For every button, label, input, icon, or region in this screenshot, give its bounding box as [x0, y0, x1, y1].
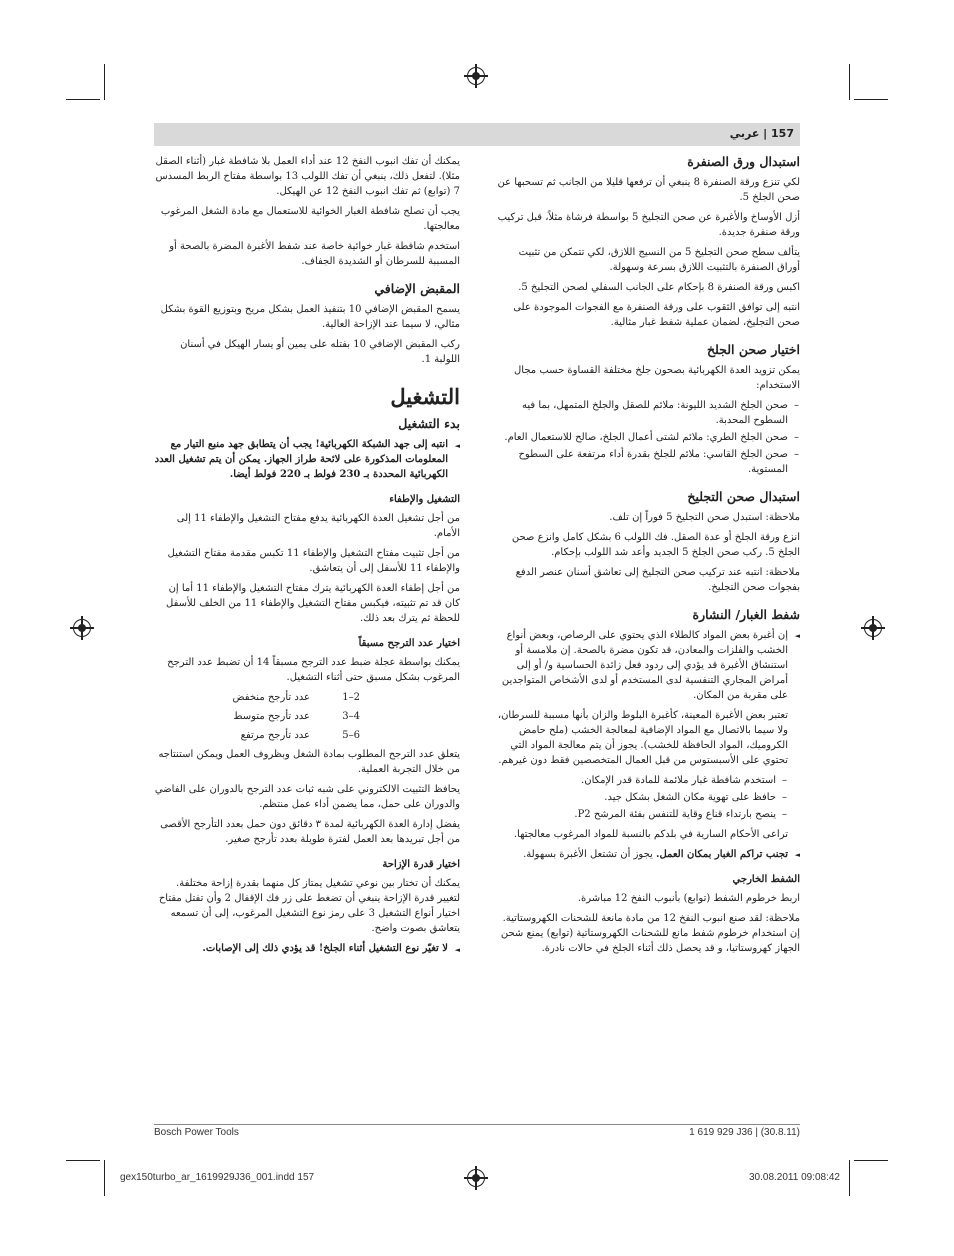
paragraph: يمكن تزويد العدة الكهربائية بصحون جلخ مختلفة القساوة حسب مجال الاستخدام:: [514, 365, 800, 391]
paragraph: يحافظ التثبيت الالكتروني على شبه ثبات عدد الترجح بالدوران على الفاضي والدوران على حمل، مما يضمن أداء عمل منتظم.: [154, 784, 460, 810]
speed-range: 2–1: [342, 692, 360, 703]
paragraph: ملاحظة: لقد صنع انبوب النفخ 12 من مادة مانعة للشحنات الكهروستاتية. إن استخدام خرطوم شفط مانع للشحنات الكهروستاتية (توابع) يمنع شحن الجهاز كهروستاتيا، و قد يحصل ذلك أثناء الجلخ في حالات نادرة.: [500, 913, 800, 954]
list-item: – صحن الجلخ الطري: ملائم لشتى أعمال الجلخ، صالح للاستعمال العام.: [494, 430, 788, 445]
footer-file-name: gex150turbo_ar_1619929J36_001.indd 157: [120, 1172, 315, 1183]
paragraph: من أجل إطفاء العدة الكهربائية يترك مفتاح التشغيل والإطفاء 11 أما إن كان قد تم تثبيته، فيكبس مفتاح التشغيل والإطفاء 11 من الخلف للأسفل للحظة ثم يترك بعد ذلك.: [166, 583, 460, 624]
paragraph: من أجل تثبيت مفتاح التشغيل والإطفاء 11 تكبس مقدمة مفتاح التشغيل والإطفاء 11 للأسفل إلى أن يتعاشق.: [167, 548, 460, 574]
list-item: – ينصح بارتداء قناع وقاية للتنفس بفئة المرشح P2.: [494, 807, 776, 822]
list-item: – حافظ على تهوية مكان الشغل بشكل جيد.: [494, 790, 776, 805]
paragraph: يتألف سطح صحن التجليخ 5 من النسيج اللازق، لكي تتمكن من تثبيت أوراق الصنفرة بالتثبيت اللازق بسرعة وسهولة.: [518, 247, 800, 273]
paragraph: انتبه إلى توافق الثقوب على ورقة الصنفرة مع الفجوات الموجودة على صحن التجليخ، لضمان عملية شفط غبار مثالية.: [513, 302, 800, 328]
chapter-title: التشغيل: [390, 384, 460, 409]
speed-row: [154, 709, 360, 724]
speed-label: عدد تأرجح متوسط: [233, 711, 310, 722]
subsection-title: الشفط الخارجي: [732, 874, 800, 885]
footer-publisher: Bosch Power Tools: [154, 1127, 239, 1138]
paragraph: انزع ورقة الجلخ أو عدة الصقل. فك اللولب 6 بشكل كامل وانزع صحن الجلخ 5. ركب صحن الجلخ 5 الجديد وأعد شد اللولب بإحكام.: [511, 532, 800, 558]
paragraph: يجب أن تصلح شافطة الغبار الخوائية للاستعمال مع مادة الشغل المرغوب معالجتها.: [160, 206, 460, 232]
crop-mark: [104, 64, 105, 100]
crop-mark: [854, 1160, 888, 1161]
paragraph: أزل الأوساخ والأغبرة عن صحن التجليخ 5 بواسطة فرشاة مثلاً، قبل تركيب ورقة صنفرة جديدة.: [497, 212, 800, 238]
list-item: – استخدم شافطة غبار ملائمة للمادة قدر الإمكان.: [494, 773, 776, 788]
paragraph: يفضل إدارة العدة الكهربائية لمدة ٣ دقائق دون حمل بعدد التأرجح الأقصى من أجل تبريدها بعد العمل لفترة طويلة بعدد تأرجح صغير.: [160, 819, 460, 845]
paragraph: تعتبر بعض الأغبرة المعينة، كأغبرة البلوط والزان بأنها مسببة للسرطان، ولا سيما بالاتصال مع المواد الإضافية لمعالجة الخشب (ملح حامض الكروميك، المواد الحافظة للخشب). يجوز أن يتم معالجة المواد التي تحتوي على الأسبستوس من قبل العمال المتخصصين فقط دون غيرهم.: [497, 710, 788, 766]
paragraph: ركب المقبض الإضافي 10 بفتله على يمين أو يسار الهيكل في أسنان اللولبة 1.: [180, 339, 460, 365]
bullet-list: [494, 773, 800, 822]
crop-mark: [104, 1160, 105, 1196]
header-bar: [154, 123, 800, 146]
warning-text: انتبه إلى جهد الشبكة الكهربائية! يجب أن يتطابق جهد منبع التيار مع المعلومات المذكورة على لائحة طراز الجهاز. يمكن أن يتم تشغيل العدد الكهربائية المحددة بـ 230 فولط بـ 220 فولط أيضا.: [154, 439, 448, 480]
paragraph: لكي تنزع ورقة الصنفرة 8 ينبغي أن ترفعها قليلا من الجانب ثم تسحبها عن صحن الجلخ 5.: [497, 177, 800, 203]
section-title: بدء التشغيل: [398, 416, 460, 431]
warning-bold-text: تجنب تراكم الغبار بمكان العمل.: [655, 849, 788, 860]
warning-paragraph: [154, 941, 460, 956]
crop-mark: [66, 99, 100, 100]
warning-paragraph: [494, 847, 800, 862]
paragraph: ملاحظة: انتبه عند تركيب صحن التجليخ إلى تعاشق أسنان عنصر الدفع بفجوات صحن التجليخ.: [515, 567, 800, 593]
speed-label: عدد تأرجح مرتفع: [240, 730, 310, 741]
paragraph: ملاحظة: استبدل صحن التجليخ 5 فوراً إن تلف.: [609, 512, 800, 523]
speed-row: [154, 690, 360, 705]
crop-mark: [854, 99, 888, 100]
paragraph: يتعلق عدد الترجح المطلوب بمادة الشغل وبظروف العمل ويمكن استنتاجه من خلال التجربة العملية.: [158, 749, 460, 775]
registration-mark-icon: [467, 67, 485, 85]
warning-paragraph: [154, 437, 460, 482]
registration-mark-icon: [467, 1169, 485, 1187]
paragraph: اربط خرطوم الشفط (توابع) بأنبوب النفخ 12 مباشرة.: [577, 893, 800, 904]
bullet-list: [494, 398, 800, 477]
paragraph: من أجل تشغيل العدة الكهربائية يدفع مفتاح التشغيل والإطفاء 11 إلى الأمام.: [176, 513, 460, 539]
paragraph: يسمح المقبض الإضافي 10 بتنفيذ العمل بشكل مريح وبتوزيع القوة بشكل مثالي، لا سيما عند الإزاحة العالية.: [160, 304, 460, 330]
section-title: اختيار صحن الجلخ: [706, 342, 800, 357]
paragraph: يمكنك بواسطة عجلة ضبط عدد الترجح مسبقاً 14 أن تضبط عدد الترجح المرغوب بشكل مسبق حتى أثناء التشغيل.: [167, 657, 460, 683]
crop-mark: [849, 1160, 850, 1196]
speed-row: [154, 728, 360, 743]
crop-mark: [66, 1160, 100, 1161]
list-item: – صحن الجلخ الشديد الليونة: ملائم للصقل والجلخ المتمهل، بما فيه السطوح المحدبة.: [494, 398, 788, 428]
speed-range: 6–5: [342, 730, 360, 741]
section-title: استبدال ورق الصنفرة: [687, 154, 800, 169]
warning-text: إن أغبرة بعض المواد كالطلاء الذي يحتوي على الرصاص، وبعض أنواع الخشب والفلزات والمعادن، قد تكون مضرة بالصحة. إن ملامسة أو استنشاق الأغبرة قد يؤدي إلى ردود فعل زائدة الحساسية و/ أو إلى أمراض المجاري التنفسية لدى المستخدم أو لدى الأشخاص المتواجدين على مقربة من المكان.: [501, 630, 788, 701]
left-column: [154, 154, 460, 961]
warning-paragraph: [494, 628, 800, 703]
subsection-title: التشغيل والإطفاء: [389, 494, 460, 505]
section-title: استبدال صحن التجليخ: [687, 489, 800, 504]
section-title: شفط الغبار/ النشارة: [692, 607, 800, 622]
paragraph: تراعى الأحكام السارية في بلدكم بالنسبة للمواد المرغوب معالجتها.: [513, 829, 788, 840]
speed-label: عدد تأرجح منخفض: [232, 692, 310, 703]
page-label: 157 | عربي: [729, 127, 794, 140]
section-title: المقبض الإضافي: [374, 281, 460, 296]
warning-text: لا تغيّر نوع التشغيل أثناء الجلخ! قد يؤدي ذلك إلى الإصابات.: [202, 943, 448, 954]
speed-range: 4–3: [342, 711, 360, 722]
paragraph: اكبس ورقة الصنفرة 8 بإحكام على الجانب السفلي لصحن التجليخ 5.: [518, 282, 800, 293]
right-column: [494, 154, 800, 961]
footer-doc-number: 1 619 929 J36 | (30.8.11): [689, 1127, 800, 1138]
paragraph: يمكنك أن تفك انبوب النفخ 12 عند أداء العمل بلا شافطة غبار (أثناء الصقل مثلا). لتفعل ذلك، ينبغي أن تفك اللولب 13 بواسطة مفتاح الربط المسدس 7 (توابع) ثم تفك انبوب النفخ 12 عن الهيكل.: [155, 156, 460, 197]
registration-mark-icon: [864, 619, 882, 637]
list-item: – صحن الجلخ القاسي: ملائم للجلخ بقدرة أداء مرتفعة على السطوح المستوية.: [494, 447, 788, 477]
paragraph: استخدم شافطة غبار خوائية خاصة عند شفط الأغبرة المضرة بالصحة أو المسببة للسرطان أو الشديدة الجفاف.: [169, 241, 460, 267]
subsection-title: اختيار قدرة الإزاحة: [382, 859, 460, 870]
registration-mark-icon: [73, 619, 91, 637]
crop-mark: [849, 64, 850, 100]
subsection-title: اختيار عدد الترجح مسبقاً: [358, 638, 460, 649]
footer-rule: [154, 1124, 800, 1125]
warning-text: يجوز أن تشتعل الأغبرة بسهولة.: [523, 849, 656, 860]
footer-date-time: 30.08.2011 09:08:42: [748, 1172, 840, 1183]
paragraph: يمكنك أن تختار بين نوعي تشغيل يمتاز كل منهما بقدرة إزاحة مختلفة. لتغيير قدرة الإزاحة ينبغي أن تضغط على زر فك الإقفال 2 وأن تفتل مفتاح اختيار أنواع التشغيل 3 على رمز نوع التشغيل المرغوب، إلى أن تسمعه يتعاشق بصوت واضح.: [158, 878, 460, 934]
